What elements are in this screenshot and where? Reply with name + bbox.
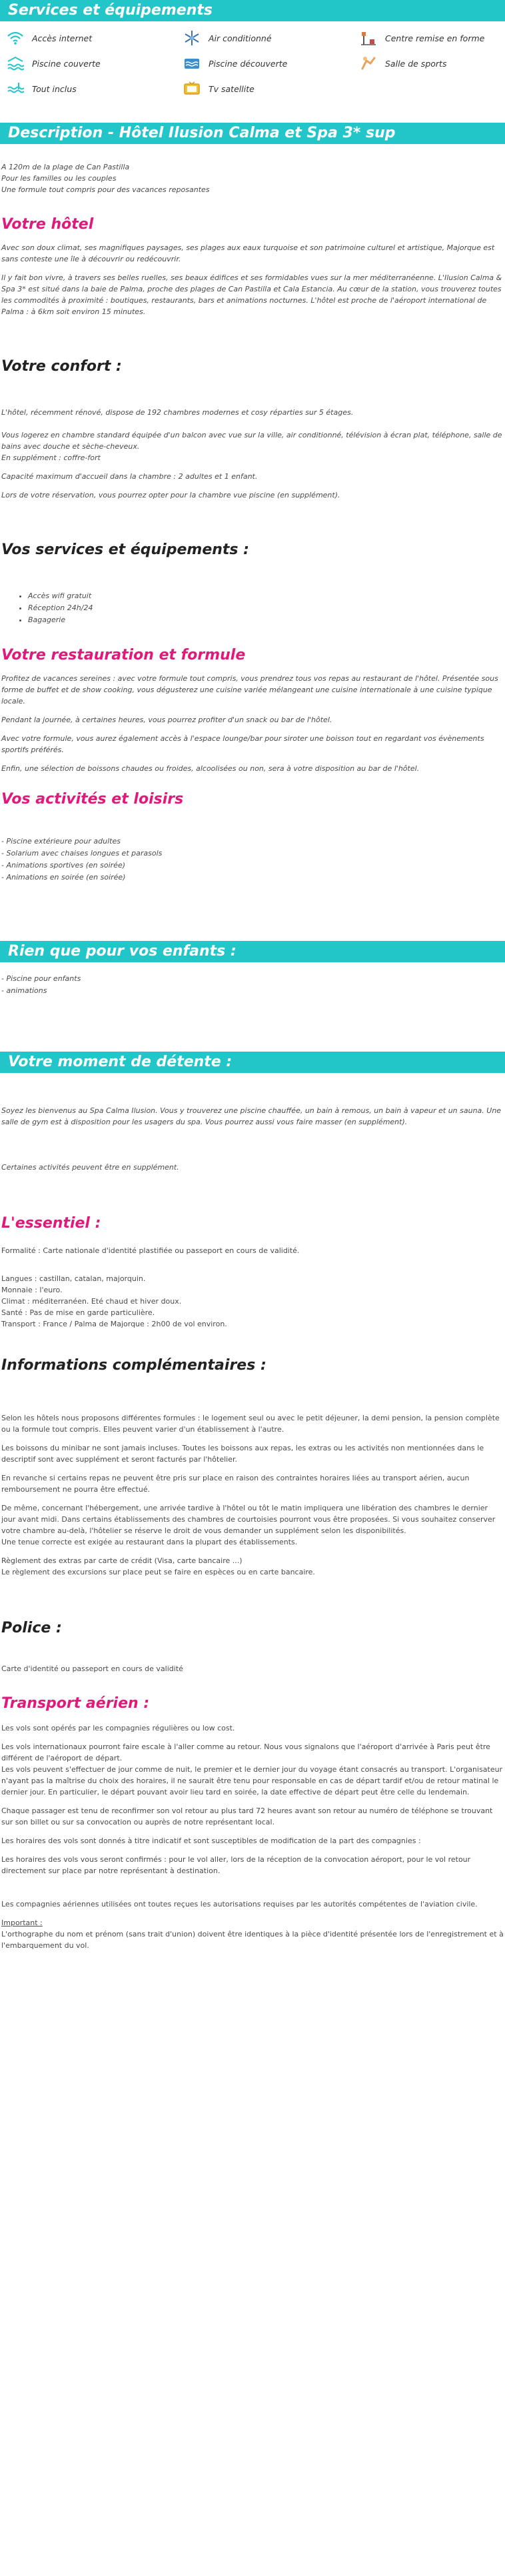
restauration-heading: Votre restauration et formule (1, 647, 246, 664)
infos-paragraph: Le règlement des excursions sur place peut se faire en espèces ou en carte bancaire. (1, 1568, 315, 1576)
essentiel-line: Climat : méditerranéen. Eté chaud et hiver doux. (1, 1297, 182, 1306)
intro-line: Pour les familles ou les couples (1, 174, 117, 183)
confort-paragraph: En supplément : coffre-fort (1, 453, 101, 462)
enfants-heading: Rien que pour vos enfants : (0, 941, 505, 962)
service-item-gym (360, 55, 505, 72)
service-label: Tv satellite (209, 83, 254, 94)
infos-paragraph: Règlement des extras par carte de crédit (Visa, carte bancaire ...) (1, 1556, 243, 1565)
services-grid (0, 21, 505, 103)
infos-paragraph: De même, concernant l'hébergement, une arrivée tardive à l'hôtel ou tôt le matin impliquera une libération des chambres le dernier jour avant midi. Dans certains établissements des chambres de courtoisies pourront vous être proposées. Si vous souhaitez conserver votre chambre au-delà, l'hôtelier se réserve le droit de vous demander un supplément selon les disponibilités. (1, 1504, 496, 1535)
wifi-icon (7, 31, 24, 45)
vos-services-list (1, 590, 504, 626)
confort-paragraph: Vous logerez en chambre standard équipée d'un balcon avec vue sur la ville, air conditionné, télévision à écran plat, téléphone, salle de bains avec douche et sèche-cheveux. (1, 431, 502, 451)
police-paragraph: Carte d'identité ou passeport en cours de validité (1, 1664, 183, 1673)
important-label: Important : (1, 1918, 43, 1927)
detente-paragraph: Soyez les bienvenus au Spa Calma Ilusion. Vous y trouverez une piscine chauffée, un bain à remous, un bain à vapeur et un sauna. Une salle de gym est à disposition pour les usagers du spa. Vous pourrez aussi vous faire masser (en supplément). (1, 1106, 502, 1126)
service-label: Tout inclus (32, 83, 77, 94)
confort-heading: Votre confort : (1, 358, 122, 375)
all-inclusive-icon (7, 81, 24, 96)
essentiel-line: Transport : France / Palma de Majorque : 2h00 de vol environ. (1, 1320, 227, 1328)
important-text: L'orthographe du nom et prénom (sans trait d'union) doivent être identiques à la pièce d'identité présentée lors de l'enregistrement et à l'embarquement du vol. (1, 1930, 504, 1950)
activites-list (1, 836, 504, 884)
detente-paragraph: Certaines activités peuvent être en supplément. (1, 1163, 179, 1172)
service-item-tv (183, 80, 360, 97)
infos-paragraph: En revanche si certains repas ne peuvent être pris sur place en raison des contraintes horaires liées au transport aérien, aucun remboursement ne pourra être effectué. (1, 1474, 470, 1494)
detente-heading: Votre moment de détente : (0, 1052, 505, 1073)
weights-icon (360, 30, 377, 46)
snowflake-icon (183, 30, 201, 46)
essentiel-line: Santé : Pas de mise en garde particulière. (1, 1308, 155, 1317)
fitness-icon (360, 55, 377, 71)
confort-paragraph: Capacité maximum d'accueil dans la chambre : 2 adultes et 1 enfant. (1, 472, 258, 481)
list-item: • Bagagerie (28, 614, 504, 626)
service-item-air (183, 29, 360, 47)
intro-line: Une formule tout compris pour des vacances reposantes (1, 185, 210, 194)
intro-line: A 120m de la plage de Can Pastilla (1, 163, 130, 171)
list-item: - Piscine pour enfants (1, 974, 81, 983)
infos-paragraph: Selon les hôtels nous proposons différentes formules : le logement seul ou avec le petit déjeuner, la demi pension, la pension complète ou la formule tout compris. Elles peuvent varier d'un établissement à l'autre. (1, 1414, 500, 1434)
essentiel-line: Monnaie : l'euro. (1, 1286, 63, 1294)
transport-paragraph: Les horaires des vols vous seront confirmés : pour le vol aller, lors de la réception de la convocation aéroport, pour le vol retour directement sur place par notre représentant à destination. (1, 1855, 471, 1875)
list-item: - Animations en soirée (en soirée) (1, 873, 126, 882)
service-label: Piscine couverte (32, 58, 101, 69)
service-label: Centre remise en forme (385, 33, 485, 43)
transport-paragraph: Chaque passager est tenu de reconfirmer son vol retour au plus tard 72 heures avant son retour au numéro de téléphone se trouvant sur son billet ou sur sa convocation ou auprès de notre représentant local. (1, 1806, 493, 1826)
transport-paragraph: Les vols peuvent s'effectuer de jour comme de nuit, le premier et le dernier jour du voyage étant consacrés au transport. L'organisateur n'ayant pas la maîtrise du choix des horaires, il ne saurait être tenu pour responsable en cas de départ tardif et/ou de retour matinal le dernier jour. En particulier, le départ pouvant avoir lieu tard en soirée, la date effective de départ peut être celle du lendemain. (1, 1765, 503, 1796)
restauration-paragraph: Avec votre formule, vous aurez également accès à l'espace lounge/bar pour siroter une boisson tout en regardant vos évènements sportifs préférés. (1, 734, 484, 754)
infos-heading: Informations complémentaires : (1, 1357, 266, 1374)
list-item: - Animations sportives (en soirée) (1, 861, 126, 870)
transport-paragraph: Les compagnies aériennes utilisées ont toutes reçues les autorisations requises par les autorités compétentes de l'aviation civile. (1, 1900, 478, 1908)
vos-services-heading: Vos services et équipements : (1, 541, 249, 558)
service-item-fitness-center (360, 29, 505, 47)
service-label: Air conditionné (209, 33, 272, 43)
confort-paragraph: Lors de votre réservation, vous pourrez opter pour la chambre vue piscine (en supplément). (1, 491, 340, 499)
transport-paragraph: Les horaires des vols sont donnés à titre indicatif et sont susceptibles de modification de la part des compagnies : (1, 1836, 421, 1845)
hotel-paragraph: Avec son doux climat, ses magnifiques paysages, ses plages aux eaux turquoise et son patrimoine culturel et artistique, Majorque est sans conteste une île à découvrir ou redécouvrir. (1, 243, 495, 263)
tv-icon (183, 81, 201, 96)
description-intro (1, 161, 504, 195)
service-item-all-inclusive (7, 80, 183, 97)
transport-paragraph: Les vols sont opérés par les compagnies régulières ou low cost. (1, 1724, 235, 1732)
essentiel-formalites: Formalité : Carte nationale d'identité plastifiée ou passeport en cours de validité. (1, 1246, 300, 1255)
infos-paragraph: Une tenue correcte est exigée au restaurant dans la plupart des établissements. (1, 1538, 298, 1546)
list-item: • Réception 24h/24 (28, 602, 504, 614)
services-heading: Services et équipements (0, 0, 505, 21)
hotel-paragraph: Il y fait bon vivre, à travers ses belles ruelles, ses beaux édifices et ses formidables vues sur la mer méditerranéenne. L'Ilusion Calma & Spa 3* est situé dans la baie de Palma, proche des plages de Can Pastilla et Cala Estancia. Au cœur de la station, vous trouverez toutes les commodités à proximité : boutiques, restaurants, bars et animations nocturnes. L'hôtel est proche de l'aéroport international de Palma : à 6km soit environ 15 minutes. (1, 273, 502, 316)
restauration-paragraph: Pendant la journée, à certaines heures, vous pourrez profiter d'un snack ou bar de l'hôtel. (1, 716, 332, 724)
service-item-indoor-pool (7, 55, 183, 72)
description-heading: Description - Hôtel Ilusion Calma et Spa 3* sup (0, 123, 505, 144)
list-item: - Solarium avec chaises longues et parasols (1, 849, 163, 858)
service-item-internet (7, 29, 183, 47)
police-heading: Police : (1, 1620, 62, 1636)
infos-paragraph: Les boissons du minibar ne sont jamais incluses. Toutes les boissons aux repas, les extras ou les activités non mentionnées dans le descriptif sont avec supplément et seront facturés par l'hôtelier. (1, 1444, 484, 1464)
transport-heading: Transport aérien : (1, 1695, 150, 1712)
indoor-pool-icon (7, 56, 24, 71)
restauration-paragraph: Profitez de vacances sereines : avec votre formule tout compris, vous prendrez tous vos repas au restaurant de l'hôtel. Présentée sous forme de buffet et de show cooking, vous dégusterez une cuisine variée mélangeant une cuisine internationale à une cuisine typique locale. (1, 674, 498, 706)
essentiel-heading: L'essentiel : (1, 1215, 101, 1232)
hotel-heading: Votre hôtel (1, 216, 94, 233)
activites-heading: Vos activités et loisirs (1, 791, 184, 808)
list-item: • Accès wifi gratuit (28, 590, 504, 602)
service-item-outdoor-pool (183, 55, 360, 72)
restauration-paragraph: Enfin, une sélection de boissons chaudes ou froides, alcoolisées ou non, sera à votre disposition au bar de l'hôtel. (1, 764, 420, 773)
list-item: - animations (1, 986, 47, 995)
service-label: Salle de sports (385, 58, 447, 69)
outdoor-pool-icon (183, 56, 201, 71)
confort-paragraph: L'hôtel, récemment rénové, dispose de 192 chambres modernes et cosy réparties sur 5 étages. (1, 408, 354, 417)
service-label: Piscine découverte (209, 58, 288, 69)
essentiel-line: Langues : castillan, catalan, majorquin. (1, 1274, 146, 1283)
list-item: - Piscine extérieure pour adultes (1, 837, 121, 846)
service-label: Accès internet (32, 33, 93, 43)
transport-paragraph: Les vols internationaux pourront faire escale à l'aller comme au retour. Nous vous signalons que l'aéroport d'arrivée à Paris peut être différent de l'aéroport de départ. (1, 1742, 490, 1762)
